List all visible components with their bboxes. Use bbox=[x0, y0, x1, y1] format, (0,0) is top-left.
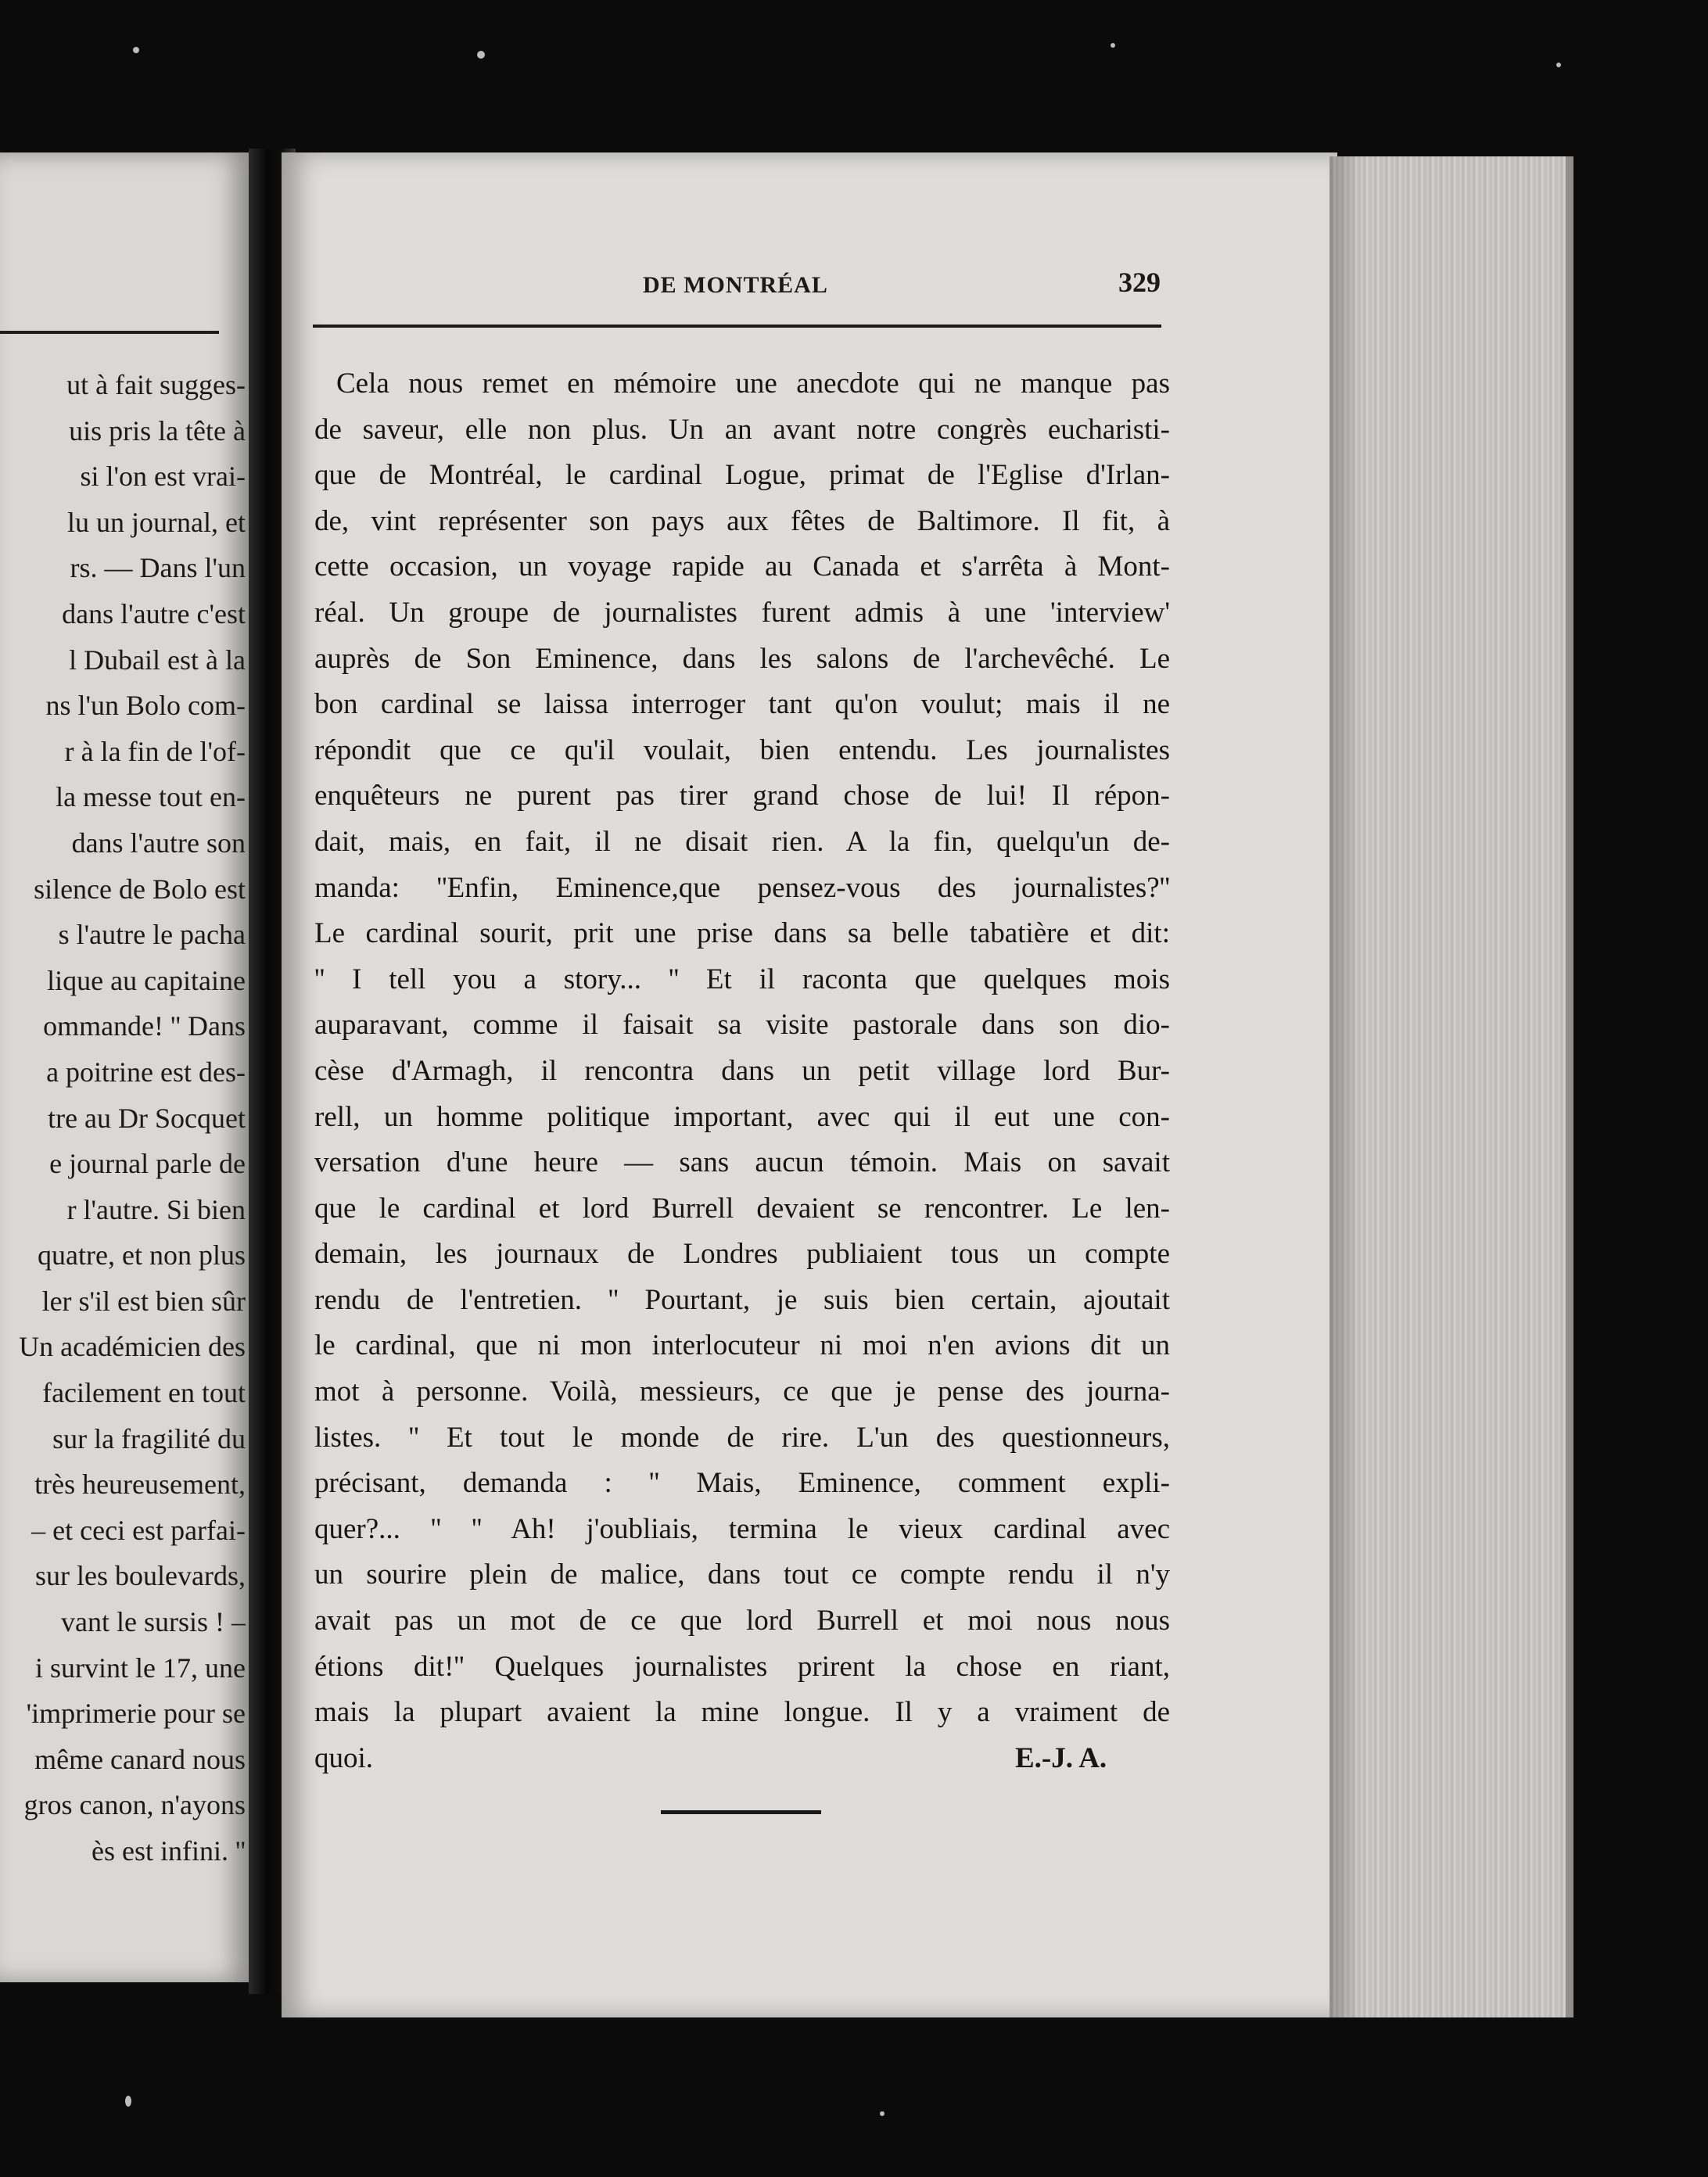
text-line: ut à fait sugges- bbox=[66, 369, 246, 400]
text-line: Le cardinal sourit, prit une prise dans sa belle tabatière et dit: bbox=[314, 917, 1170, 950]
text-line: quoi. bbox=[314, 1741, 374, 1774]
text-line: i survint le 17, une bbox=[35, 1652, 246, 1684]
text-line: cette occasion, un voyage rapide au Canada et s'arrêta à Mont- bbox=[314, 551, 1170, 583]
text-line: facilement en tout bbox=[42, 1377, 246, 1409]
text-line: même canard nous bbox=[34, 1743, 246, 1775]
text-line: le cardinal, que ni mon interlocuteur ni moi n'en avions dit un bbox=[314, 1329, 1170, 1362]
text-line: rendu de l'entretien. '' Pourtant, je suis bien certain, ajoutait bbox=[314, 1283, 1170, 1316]
text-line: lu un journal, et bbox=[67, 506, 246, 538]
text-line: réal. Un groupe de journalistes furent admis à une 'interview' bbox=[314, 596, 1170, 629]
text-line: si l'on est vrai- bbox=[80, 461, 246, 493]
text-line: sur les boulevards, bbox=[35, 1560, 246, 1592]
text-line: auprès de Son Eminence, dans les salons de l'archevêché. Le bbox=[314, 642, 1170, 675]
text-line: que le cardinal et lord Burrell devaient se rencontrer. Le len- bbox=[314, 1192, 1170, 1225]
body-text bbox=[314, 361, 1170, 1781]
text-line: de saveur, elle non plus. Un an avant notre congrès eucharisti- bbox=[314, 413, 1170, 446]
text-line: mot à personne. Voilà, messieurs, ce que je pense des journa- bbox=[314, 1375, 1170, 1408]
text-line: ès est infini. '' bbox=[92, 1835, 246, 1867]
text-line: de, vint représenter son pays aux fêtes de Baltimore. Il fit, à bbox=[314, 504, 1170, 537]
text-line: l Dubail est à la bbox=[69, 644, 246, 676]
text-line: avait pas un mot de ce que lord Burrell et moi nous nous bbox=[314, 1605, 1170, 1637]
text-line: lique au capitaine bbox=[47, 964, 246, 996]
scan-speck bbox=[880, 2111, 884, 2116]
text-line: Cela nous remet en mémoire une anecdote qui ne manque pas bbox=[336, 368, 1170, 400]
text-line: quer?... '' '' Ah! j'oubliais, termina le vieux cardinal avec bbox=[314, 1512, 1170, 1545]
text-line: dans l'autre son bbox=[71, 827, 246, 859]
text-line: la messe tout en- bbox=[56, 781, 246, 813]
text-line: – et ceci est parfai- bbox=[31, 1514, 246, 1546]
text-line: répondit que ce qu'il voulait, bien entendu. Les journalistes bbox=[314, 733, 1170, 766]
text-line: vant le sursis ! – bbox=[61, 1606, 246, 1638]
text-line: rell, un homme politique important, avec qui il eut une con- bbox=[314, 1100, 1170, 1133]
text-line: cèse d'Armagh, il rencontra dans un petit village lord Bur- bbox=[314, 1054, 1170, 1087]
text-line: enquêteurs ne purent pas tirer grand chose de lui! Il répon- bbox=[314, 780, 1170, 812]
text-line: manda: ''Enfin, Eminence,que pensez-vous des journalistes?'' bbox=[314, 871, 1170, 904]
text-line: dait, mais, en fait, il ne disait rien. A la fin, quelqu'un de- bbox=[314, 825, 1170, 858]
text-line: ler s'il est bien sûr bbox=[41, 1285, 246, 1317]
text-line: tre au Dr Socquet bbox=[48, 1102, 246, 1134]
text-line: rs. — Dans l'un bbox=[70, 552, 246, 584]
end-rule bbox=[661, 1810, 821, 1814]
page-number: 329 bbox=[1118, 267, 1161, 298]
text-line: '' I tell you a story... '' Et il raconta que quelques mois bbox=[314, 963, 1170, 995]
text-line: un sourire plein de malice, dans tout ce compte rendu il n'y bbox=[314, 1558, 1170, 1591]
scan-speck bbox=[133, 47, 139, 53]
running-head: DE MONTRÉAL bbox=[643, 272, 828, 298]
page-edge-shadow bbox=[1329, 156, 1361, 2017]
text-line: listes. '' Et tout le monde de rire. L'un des questionneurs, bbox=[314, 1421, 1170, 1454]
text-line: auparavant, comme il faisait sa visite pastorale dans son dio- bbox=[314, 1009, 1170, 1042]
header-rule bbox=[313, 325, 1161, 328]
text-line: étions dit!'' Quelques journalistes prirent la chose en riant, bbox=[314, 1650, 1170, 1683]
text-line: gros canon, n'ayons bbox=[23, 1789, 246, 1821]
text-line: mais la plupart avaient la mine longue. Il y a vraiment de bbox=[314, 1696, 1170, 1729]
text-line: très heureusement, bbox=[34, 1469, 246, 1501]
signature: E.-J. A. bbox=[1015, 1742, 1107, 1774]
text-line: demain, les journaux de Londres publiaient tous un compte bbox=[314, 1238, 1170, 1271]
text-line: précisant, demanda : '' Mais, Eminence, comment expli- bbox=[314, 1467, 1170, 1500]
left-page bbox=[0, 152, 249, 1982]
text-line: uis pris la tête à bbox=[69, 414, 246, 447]
text-line: ommande! '' Dans bbox=[43, 1010, 246, 1042]
text-line: r à la fin de l'of- bbox=[64, 735, 246, 767]
text-line: que de Montréal, le cardinal Logue, primat de l'Eglise d'Irlan- bbox=[314, 459, 1170, 492]
left-page-text bbox=[0, 362, 249, 1874]
text-line: ns l'un Bolo com- bbox=[45, 690, 246, 722]
text-line: s l'autre le pacha bbox=[58, 919, 246, 951]
scan-speck bbox=[1556, 63, 1561, 67]
text-line: sur la fragilité du bbox=[52, 1422, 246, 1454]
text-line: dans l'autre c'est bbox=[62, 597, 246, 629]
scan-speck bbox=[125, 2096, 131, 2107]
text-line: e journal parle de bbox=[49, 1148, 246, 1180]
text-line: bon cardinal se laissa interroger tant qu'on voulut; mais il ne bbox=[314, 688, 1170, 721]
page-block-edges bbox=[1329, 156, 1573, 2017]
text-line: quatre, et non plus bbox=[38, 1239, 246, 1271]
text-line: 'imprimerie pour se bbox=[26, 1698, 246, 1730]
text-line: versation d'une heure — sans aucun témoin. Mais on savait bbox=[314, 1146, 1170, 1179]
text-line: a poitrine est des- bbox=[46, 1056, 246, 1088]
text-line: r l'autre. Si bien bbox=[66, 1193, 246, 1225]
scan-speck bbox=[1111, 43, 1115, 48]
scan-speck bbox=[477, 51, 485, 59]
text-line: Un académicien des bbox=[19, 1331, 246, 1363]
left-header-rule bbox=[0, 331, 219, 334]
text-line: silence de Bolo est bbox=[34, 873, 246, 905]
